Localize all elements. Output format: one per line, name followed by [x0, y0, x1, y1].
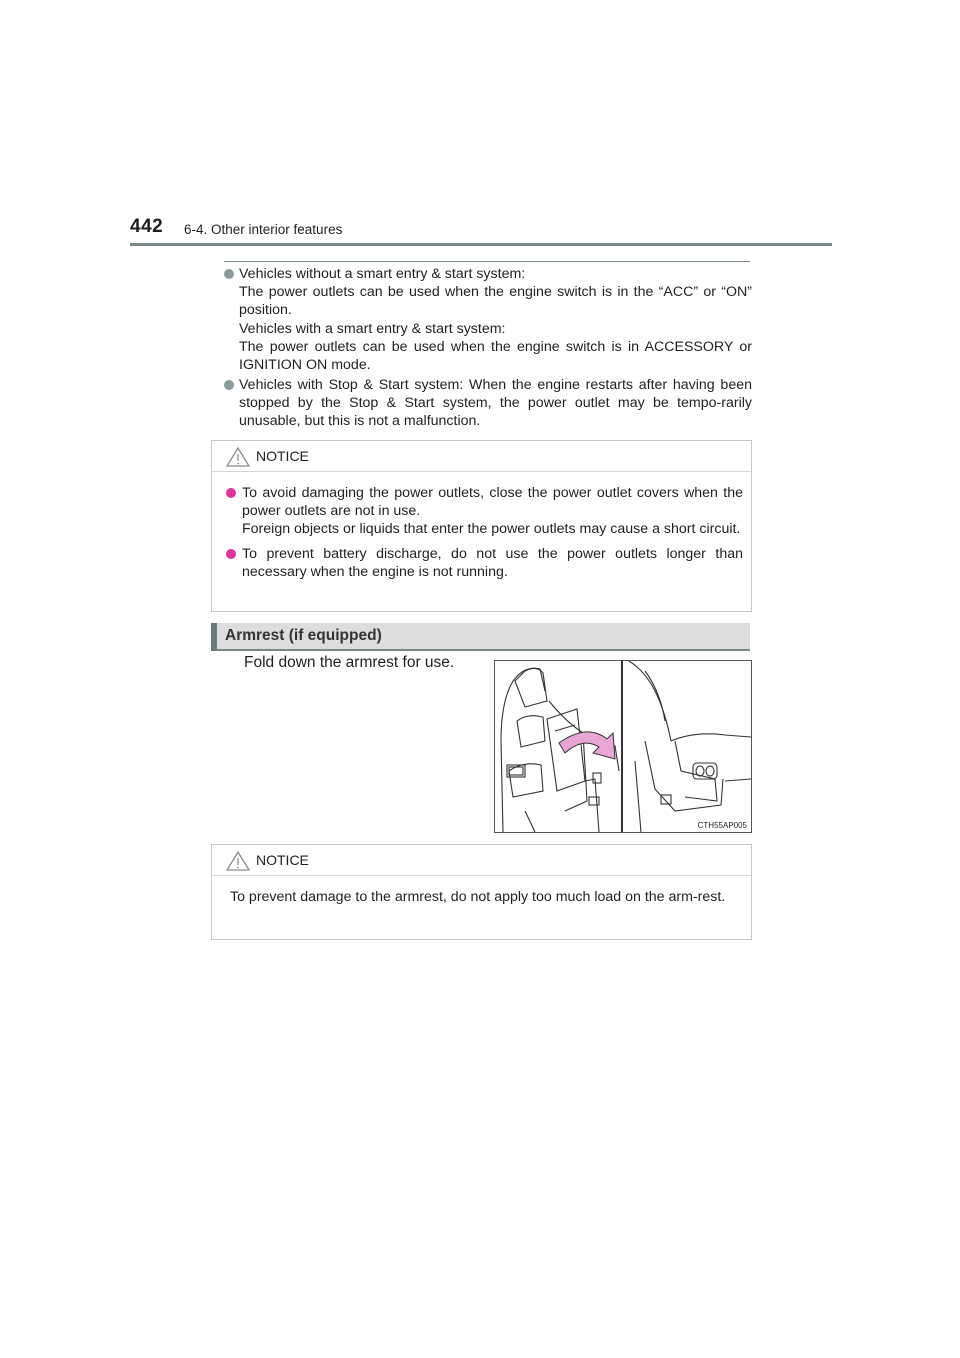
notice-item — [226, 545, 743, 581]
warning-triangle-icon — [226, 447, 250, 467]
notice-line: To avoid damaging the power outlets, close the power outlet covers when the power outlets are not in use. — [242, 485, 743, 520]
notice-line: Foreign objects or liquids that enter the power outlets may cause a short circuit. — [242, 521, 741, 538]
heading-bar — [211, 623, 217, 651]
notice-line: To prevent battery discharge, do not use the power outlets longer than necessary when the engine is not running. — [242, 545, 743, 580]
bullet-line: Vehicles without a smart entry & start system: — [239, 266, 526, 282]
section-title: 6-4. Other interior features — [184, 222, 343, 237]
top-rule — [224, 261, 750, 262]
armrest-illustration — [494, 660, 752, 833]
figure-code: CTH55AP005 — [697, 821, 747, 830]
bullet-line: The power outlets can be used when the engine switch is in ACCESSORY or IGNITION ON mode. — [239, 338, 752, 374]
notice-header — [212, 441, 751, 472]
notice-label: NOTICE — [256, 448, 309, 464]
notice-item — [226, 484, 743, 539]
bullet-dot-icon — [226, 488, 236, 498]
fold-arrow-icon — [559, 732, 615, 759]
bullet-line: Vehicles with a smart entry & start system: — [239, 320, 506, 337]
section-heading — [211, 623, 750, 651]
bullet-item — [224, 265, 752, 374]
notice-body — [212, 472, 751, 599]
warning-triangle-icon — [226, 851, 250, 871]
bullet-dot-icon — [224, 380, 234, 390]
notice-box — [211, 844, 752, 940]
notice-body — [212, 876, 751, 918]
bullet-line: Vehicles with Stop & Start system: When the engine restarts after having been stopped by the Stop & Start system, the power outlet may be tempo-rarily unusable, but this is not a malfunction. — [239, 377, 752, 430]
armrest-drawing — [495, 661, 751, 832]
notice-box — [211, 440, 752, 612]
instruction-text: Fold down the armrest for use. — [244, 654, 455, 671]
bullet-dot-icon — [224, 269, 234, 279]
bullet-item — [224, 376, 752, 431]
section-heading-title: Armrest (if equipped) — [225, 627, 382, 644]
notice-text: To prevent damage to the armrest, do not apply too much load on the arm-rest. — [230, 889, 726, 905]
bullet-line: The power outlets can be used when the engine switch is in the “ACC” or “ON” position. — [239, 284, 752, 319]
header-rule — [130, 243, 832, 246]
bullet-dot-icon — [226, 549, 236, 559]
page-number: 442 — [130, 216, 164, 237]
notice-header — [212, 845, 751, 876]
notice-label: NOTICE — [256, 852, 309, 868]
